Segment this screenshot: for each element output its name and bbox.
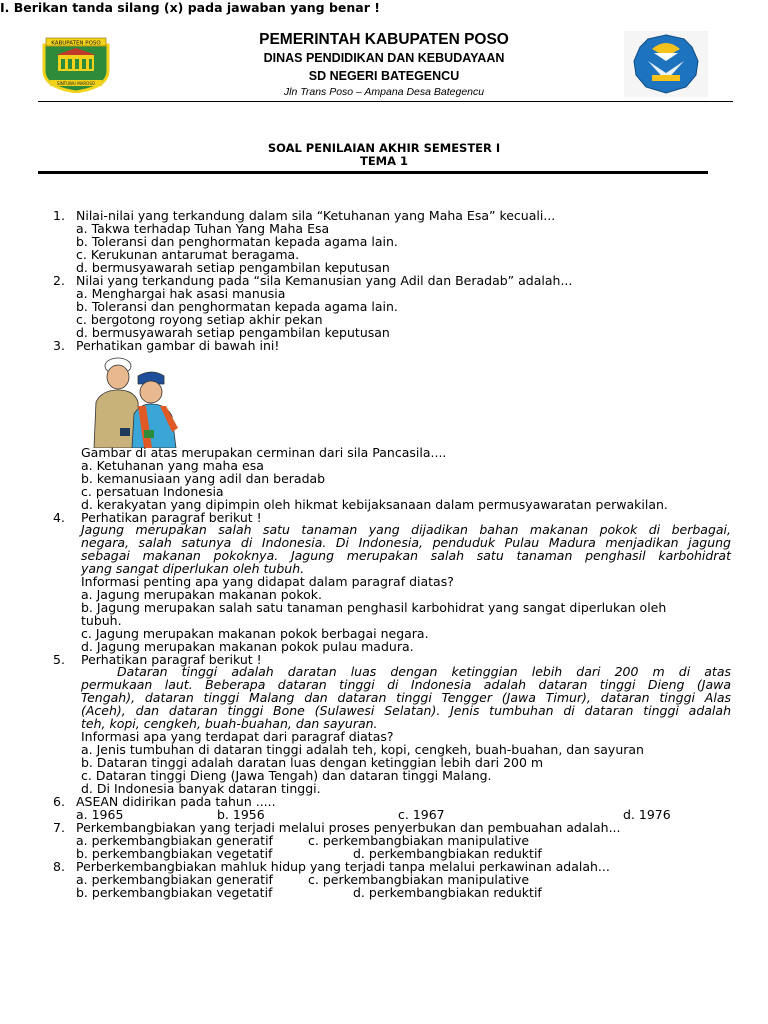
q2-option-a: a. Menghargai hak asasi manusia [76, 286, 286, 301]
q8-text: Perberkembangbiakan mahluk hidup yang terjadi tanpa melalui perkawinan adalah... [76, 859, 610, 874]
exam-theme: TEMA 1 [359, 154, 409, 168]
header-rule [38, 101, 733, 102]
q1-number: 1. [53, 208, 65, 223]
q3-option-b: b. kemanusiaan yang adil dan beradab [81, 471, 326, 486]
q6-option-d: d. 1976 [623, 807, 671, 822]
q4-question: Informasi penting apa yang didapat dalam paragraf diatas? [81, 574, 454, 589]
q4-option-a: a. Jagung merupakan makanan pokok. [81, 587, 322, 602]
q4-paragraph-line: sebagai makanan pokoknya. Jagung merupakan salah satu tanaman penghasil karbohidrat [81, 548, 731, 563]
q5-paragraph-line: Tengah), dataran tinggi Malang dan dataran tinggi Tengger (Jawa Timur), dataran tinggi Alas [81, 690, 731, 705]
q2-option-b: b. Toleransi dan penghormatan kepada agama lain. [76, 299, 398, 314]
q7-number: 7. [53, 820, 65, 835]
q7-text: Perkembangbiakan yang terjadi melalui proses penyerbukan dan pembuahan adalah... [76, 820, 621, 835]
parent-child-illustration [80, 352, 196, 448]
q4-number: 4. [53, 510, 65, 525]
q8-number: 8. [53, 859, 65, 874]
q1-option-b: b. Toleransi dan penghormatan kepada agama lain. [76, 234, 398, 249]
q5-paragraph-line: permukaan laut. Beberapa dataran tinggi di Indonesia adalah dataran tinggi Dieng (Jawa [81, 677, 731, 692]
q8-option-a: a. perkembangbiakan generatif [76, 872, 273, 887]
q6-option-c: c. 1967 [398, 807, 445, 822]
q4-option-c: c. Jagung merupakan makanan pokok berbagai negara. [81, 626, 429, 641]
q1-text: Nilai-nilai yang terkandung dalam sila “Ketuhanan yang Maha Esa” kecuali... [76, 208, 556, 223]
header-address: Jln Trans Poso – Ampana Desa Bategencu [283, 86, 485, 98]
q8-option-c: c. perkembangbiakan manipulative [308, 872, 530, 887]
q3-text: Perhatikan gambar di bawah ini! [76, 338, 280, 353]
title-rule [38, 171, 708, 174]
q1-option-d: d. bermusyawarah setiap pengambilan keputusan [76, 260, 390, 275]
q5-text: Perhatikan paragraf berikut ! [81, 652, 262, 667]
q7-option-b: b. perkembangbiakan vegetatif [76, 846, 273, 861]
q4-paragraph-line: Jagung merupakan salah satu tanaman yang dijadikan bahan makanan pokok di berbagai, [81, 522, 731, 537]
q1-option-c: c. Kerukunan antarumat beragama. [76, 247, 300, 262]
q1-option-a: a. Takwa terhadap Tuhan Yang Maha Esa [76, 221, 330, 236]
q5-number: 5. [53, 652, 65, 667]
q2-text: Nilai yang terkandung pada “sila Kemanusian yang Adil dan Beradab” adalah... [76, 273, 573, 288]
q5-option-d: d. Di Indonesia banyak dataran tinggi. [81, 781, 321, 796]
q3-option-d: d. kerakyatan yang dipimpin oleh hikmat kebijaksanaan dalam permusyawaratan perwakilan. [81, 497, 668, 512]
q4-paragraph-line: negara, salah satunya di Indonesia. Di Indonesia, penduduk Pulau Madura menjadikan jagung [81, 535, 731, 550]
q3-caption: Gambar di atas merupakan cerminan dari sila Pancasila.... [81, 445, 447, 460]
q5-paragraph-line: teh, kopi, cengkeh, buah-buahan, dan sayuran. [81, 716, 378, 731]
header-school: SD NEGERI BATEGENCU [308, 69, 460, 83]
exam-title: SOAL PENILAIAN AKHIR SEMESTER I [267, 141, 501, 155]
q4-paragraph-line: yang sangat diperlukan oleh tubuh. [81, 561, 305, 576]
q5-paragraph-line: Dataran tinggi adalah daratan luas dengan ketinggian lebih dari 200 m di atas [117, 664, 731, 679]
q5-option-b: b. Dataran tinggi adalah daratan luas dengan ketinggian lebih dari 200 m [81, 755, 544, 770]
q4-option-d: d. Jagung merupakan makanan pokok pulau madura. [81, 639, 414, 654]
q6-option-b: b. 1956 [217, 807, 265, 822]
q8-option-b: b. perkembangbiakan vegetatif [76, 885, 273, 900]
q3-option-a: a. Ketuhanan yang maha esa [81, 458, 264, 473]
q5-option-a: a. Jenis tumbuhan di dataran tinggi adalah teh, kopi, cengkeh, buah-buahan, dan sayuran [81, 742, 644, 757]
q8-option-d: d. perkembangbiakan reduktif [353, 885, 542, 900]
header-government: PEMERINTAH KABUPATEN POSO [259, 31, 509, 48]
q2-option-d: d. bermusyawarah setiap pengambilan keputusan [76, 325, 390, 340]
q3-number: 3. [53, 338, 65, 353]
q2-option-c: c. bergotong royong setiap akhir pekan [76, 312, 323, 327]
q5-paragraph-line: (Aceh), dan dataran tinggi Bone (Sulawesi Selatan). Jenis tumbuhan di dataran tinggi adalah [81, 703, 731, 718]
q7-option-c: c. perkembangbiakan manipulative [308, 833, 530, 848]
logo-left-title: KABUPATEN POSO [51, 40, 101, 47]
q7-option-d: d. perkembangbiakan reduktif [353, 846, 542, 861]
q6-number: 6. [53, 794, 65, 809]
q7-option-a: a. perkembangbiakan generatif [76, 833, 273, 848]
logo-left-motto: SINTUWU MAROSO [56, 81, 96, 86]
section-instruction: I. Berikan tanda silang (x) pada jawaban yang benar ! [0, 0, 380, 15]
q6-option-a: a. 1965 [76, 807, 124, 822]
q2-number: 2. [53, 273, 65, 288]
q4-option-b: b. Jagung merupakan salah satu tanaman penghasil karbohidrat yang sangat diperlukan oleh [81, 600, 667, 615]
q6-text: ASEAN didirikan pada tahun ..... [76, 794, 276, 809]
q5-option-c: c. Dataran tinggi Dieng (Jawa Tengah) dan dataran tinggi Malang. [81, 768, 492, 783]
header-department: DINAS PENDIDIKAN DAN KEBUDAYAAN [263, 51, 505, 65]
q4-text: Perhatikan paragraf berikut ! [81, 510, 262, 525]
q3-option-c: c. persatuan Indonesia [81, 484, 224, 499]
q5-question: Informasi apa yang terdapat dari paragraf diatas? [81, 729, 394, 744]
q4-option-b-continued: tubuh. [81, 613, 122, 628]
